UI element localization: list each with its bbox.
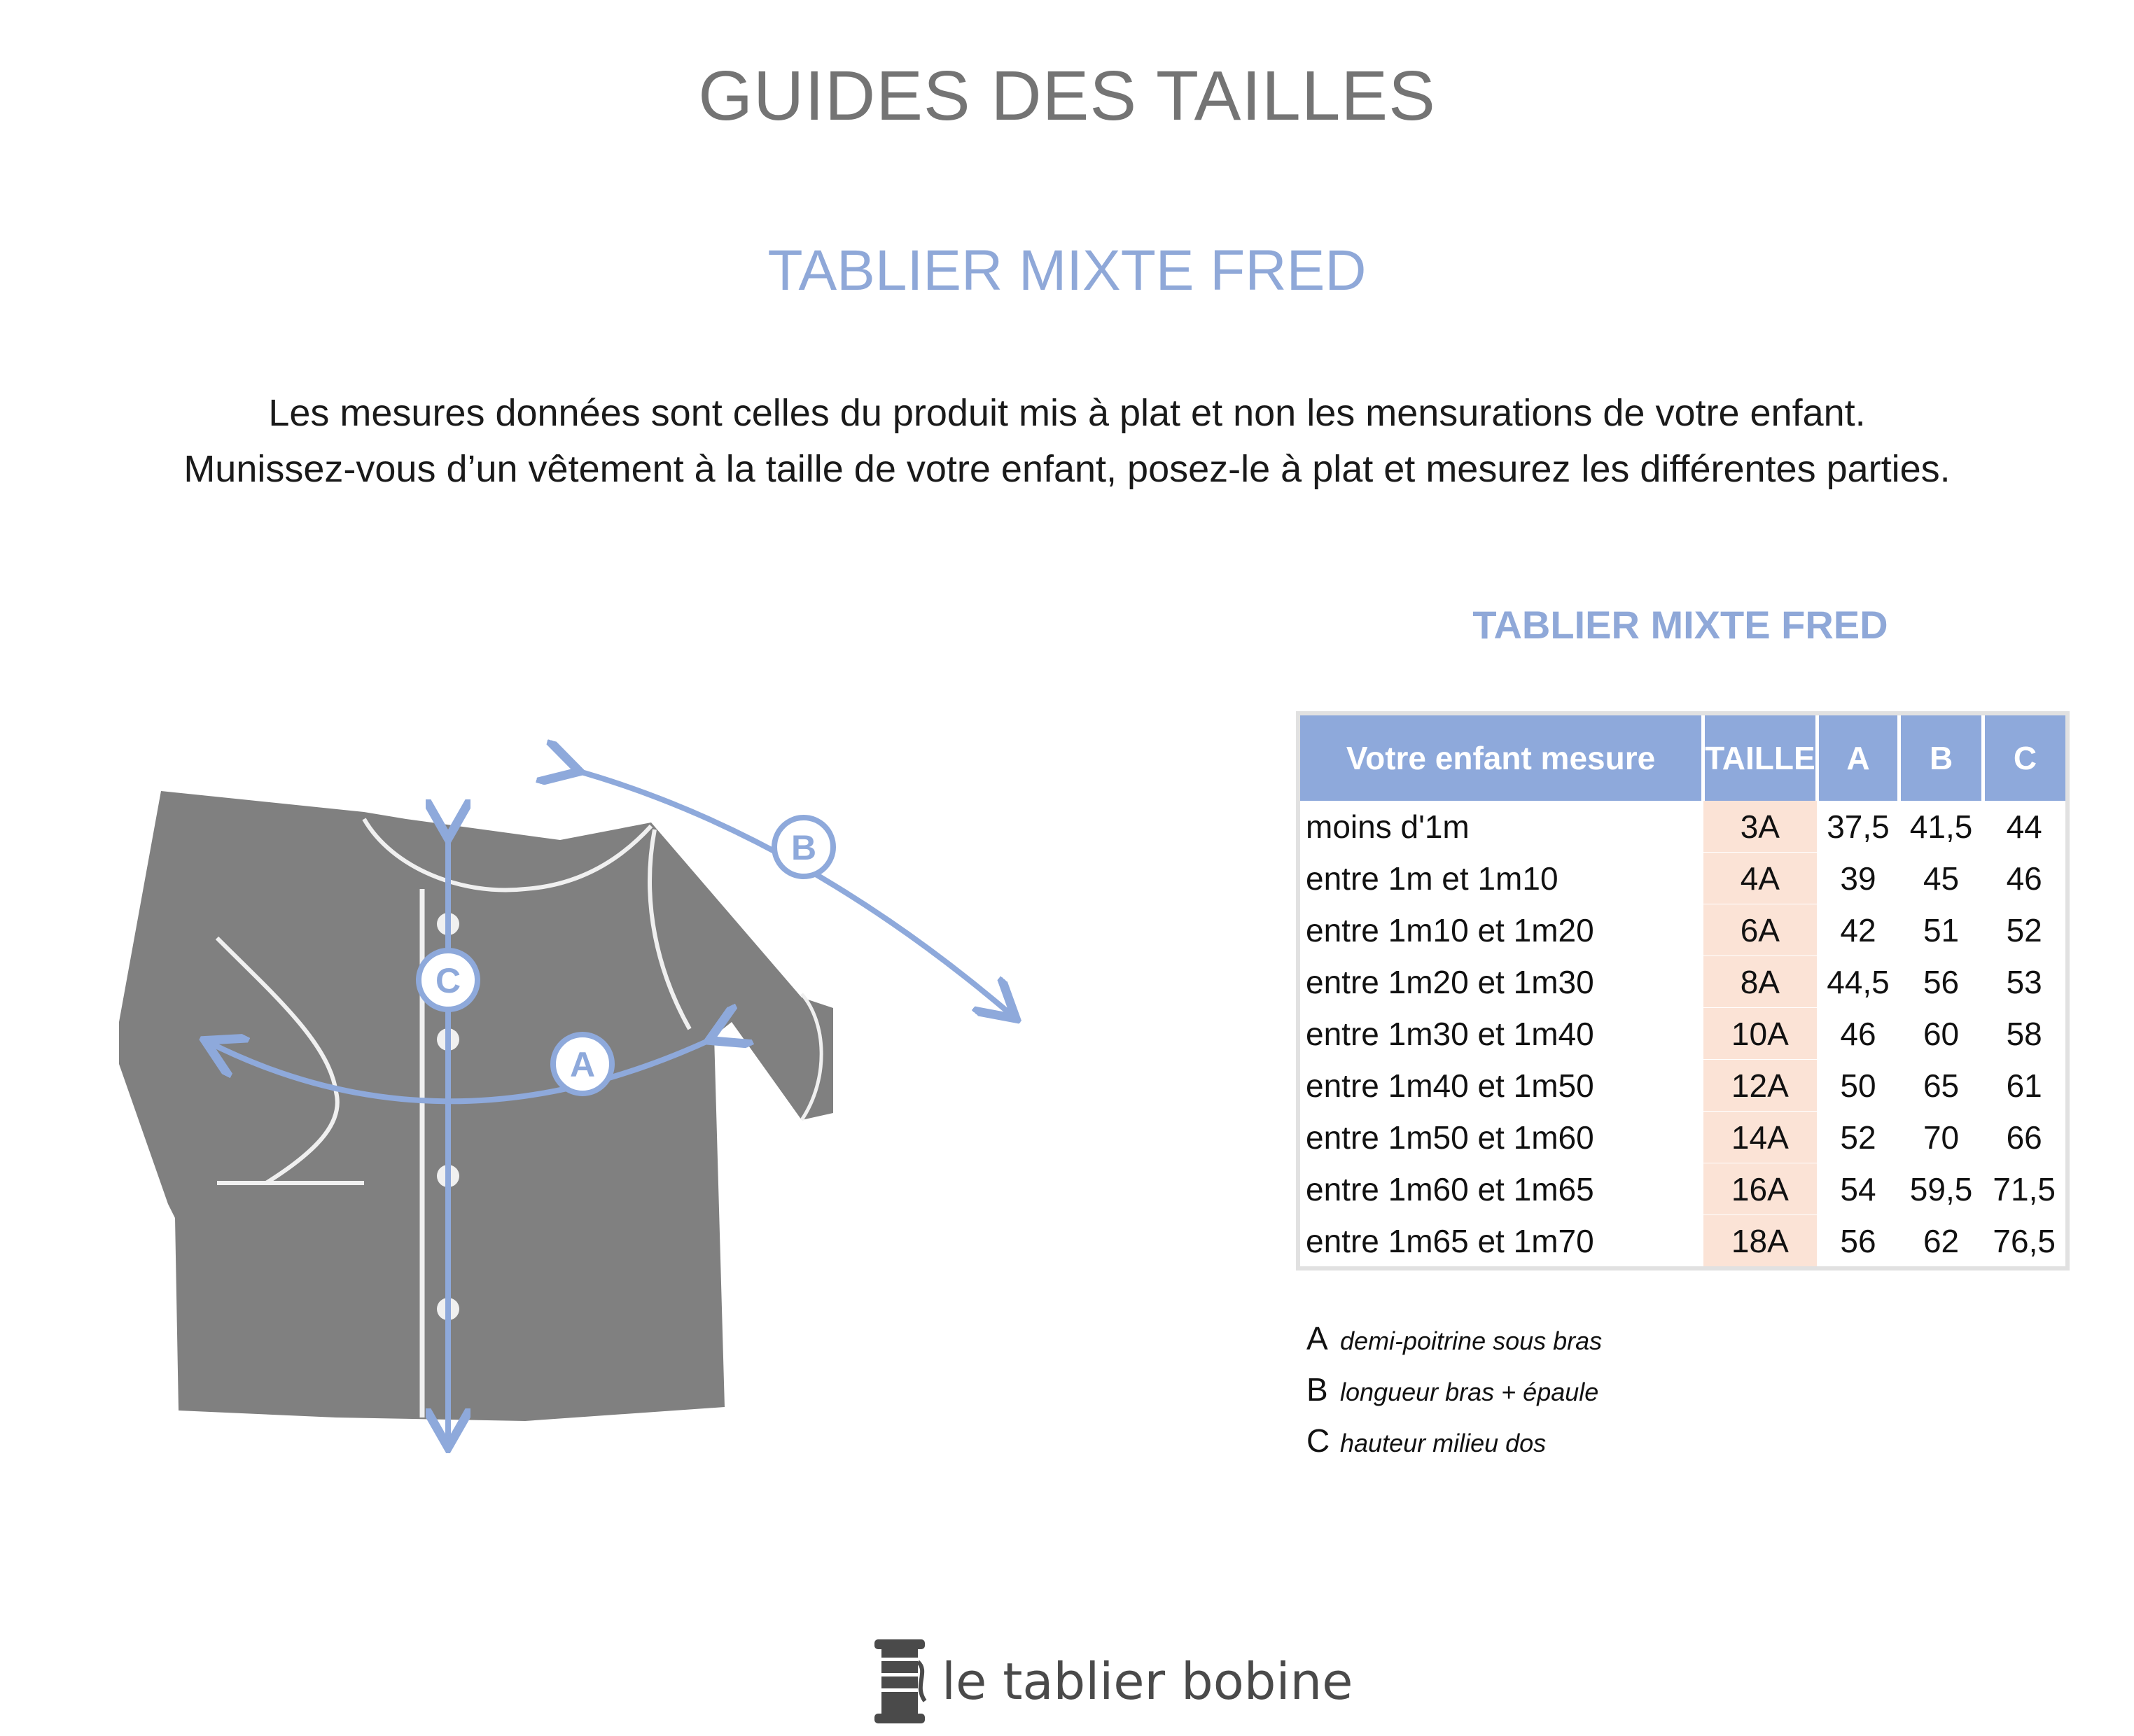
cell-mesure: entre 1m50 et 1m60	[1298, 1112, 1703, 1163]
cell-taille: 12A	[1703, 1060, 1818, 1112]
table-row	[1298, 1008, 2067, 1060]
product-title: TABLIER MIXTE FRED	[767, 239, 1367, 302]
brand-logo	[865, 1637, 1353, 1728]
cell-b: 70	[1899, 1112, 1983, 1163]
table-header-row	[1298, 713, 2067, 801]
cell-a: 42	[1817, 904, 1899, 956]
cell-a: 50	[1817, 1060, 1899, 1112]
cell-mesure: entre 1m et 1m10	[1298, 853, 1703, 904]
header-a: A	[1817, 713, 1899, 801]
size-table	[1296, 711, 2070, 1270]
spool-icon	[865, 1637, 935, 1728]
intro-text	[0, 385, 2134, 497]
cell-taille: 6A	[1703, 904, 1818, 956]
legend-letter: B	[1306, 1371, 1328, 1408]
cell-taille: 16A	[1703, 1163, 1818, 1215]
cell-mesure: moins d'1m	[1298, 801, 1703, 853]
cell-c: 71,5	[1983, 1163, 2067, 1215]
cell-mesure: entre 1m20 et 1m30	[1298, 956, 1703, 1008]
cell-b: 60	[1899, 1008, 1983, 1060]
cell-b: 41,5	[1899, 801, 1983, 853]
table-row	[1298, 801, 2067, 853]
cell-mesure: entre 1m60 et 1m65	[1298, 1163, 1703, 1215]
intro-line-2: Munissez-vous d’un vêtement à la taille de votre enfant, posez-le à plat et mesurez les différentes parties.	[183, 448, 1951, 490]
legend-item-c	[1306, 1422, 1602, 1473]
measure-legend	[1306, 1320, 1602, 1473]
header-mesure: Votre enfant mesure	[1298, 713, 1703, 801]
cell-mesure: entre 1m65 et 1m70	[1298, 1215, 1703, 1269]
cell-a: 44,5	[1817, 956, 1899, 1008]
cell-taille: 8A	[1703, 956, 1818, 1008]
legend-text: demi-poitrine sous bras	[1340, 1326, 1603, 1355]
cell-b: 45	[1899, 853, 1983, 904]
svg-text:A: A	[569, 1045, 596, 1084]
garment-diagram	[98, 728, 1036, 1456]
cell-a: 39	[1817, 853, 1899, 904]
cell-taille: 18A	[1703, 1215, 1818, 1269]
cell-a: 52	[1817, 1112, 1899, 1163]
label-a	[553, 1035, 612, 1093]
cell-taille: 10A	[1703, 1008, 1818, 1060]
legend-item-b	[1306, 1371, 1602, 1422]
cell-c: 52	[1983, 904, 2067, 956]
cell-mesure: entre 1m40 et 1m50	[1298, 1060, 1703, 1112]
cell-b: 62	[1899, 1215, 1983, 1269]
legend-text: hauteur milieu dos	[1340, 1429, 1547, 1457]
cell-c: 61	[1983, 1060, 2067, 1112]
cell-b: 59,5	[1899, 1163, 1983, 1215]
cell-c: 44	[1983, 801, 2067, 853]
header-c: C	[1983, 713, 2067, 801]
table-row	[1298, 1163, 2067, 1215]
cell-c: 76,5	[1983, 1215, 2067, 1269]
cell-b: 65	[1899, 1060, 1983, 1112]
cell-mesure: entre 1m30 et 1m40	[1298, 1008, 1703, 1060]
cell-taille: 3A	[1703, 801, 1818, 853]
garment-silhouette	[119, 791, 833, 1421]
header-taille: TAILLE	[1703, 713, 1818, 801]
cell-mesure: entre 1m10 et 1m20	[1298, 904, 1703, 956]
svg-text:C: C	[435, 961, 461, 1000]
cell-c: 53	[1983, 956, 2067, 1008]
label-b	[774, 818, 833, 876]
cell-b: 56	[1899, 956, 1983, 1008]
cell-taille: 4A	[1703, 853, 1818, 904]
cell-a: 37,5	[1817, 801, 1899, 853]
table-row	[1298, 1060, 2067, 1112]
cell-a: 54	[1817, 1163, 1899, 1215]
intro-line-1: Les mesures données sont celles du produit mis à plat et non les mensurations de votre enfant.	[268, 392, 1866, 434]
brand-name: le tablier bobine	[942, 1652, 1353, 1711]
table-row	[1298, 853, 2067, 904]
table-row	[1298, 904, 2067, 956]
table-row	[1298, 956, 2067, 1008]
legend-letter: C	[1306, 1422, 1330, 1459]
legend-letter: A	[1306, 1320, 1328, 1357]
cell-a: 46	[1817, 1008, 1899, 1060]
cell-a: 56	[1817, 1215, 1899, 1269]
page-title: GUIDES DES TAILLES	[698, 57, 1436, 135]
cell-c: 66	[1983, 1112, 2067, 1163]
cell-b: 51	[1899, 904, 1983, 956]
legend-text: longueur bras + épaule	[1340, 1378, 1599, 1406]
legend-item-a	[1306, 1320, 1602, 1371]
table-row	[1298, 1215, 2067, 1269]
label-c	[419, 951, 477, 1009]
table-title: TABLIER MIXTE FRED	[1472, 603, 1888, 647]
cell-c: 46	[1983, 853, 2067, 904]
cell-taille: 14A	[1703, 1112, 1818, 1163]
cell-c: 58	[1983, 1008, 2067, 1060]
table-row	[1298, 1112, 2067, 1163]
header-b: B	[1899, 713, 1983, 801]
svg-text:B: B	[790, 828, 817, 867]
